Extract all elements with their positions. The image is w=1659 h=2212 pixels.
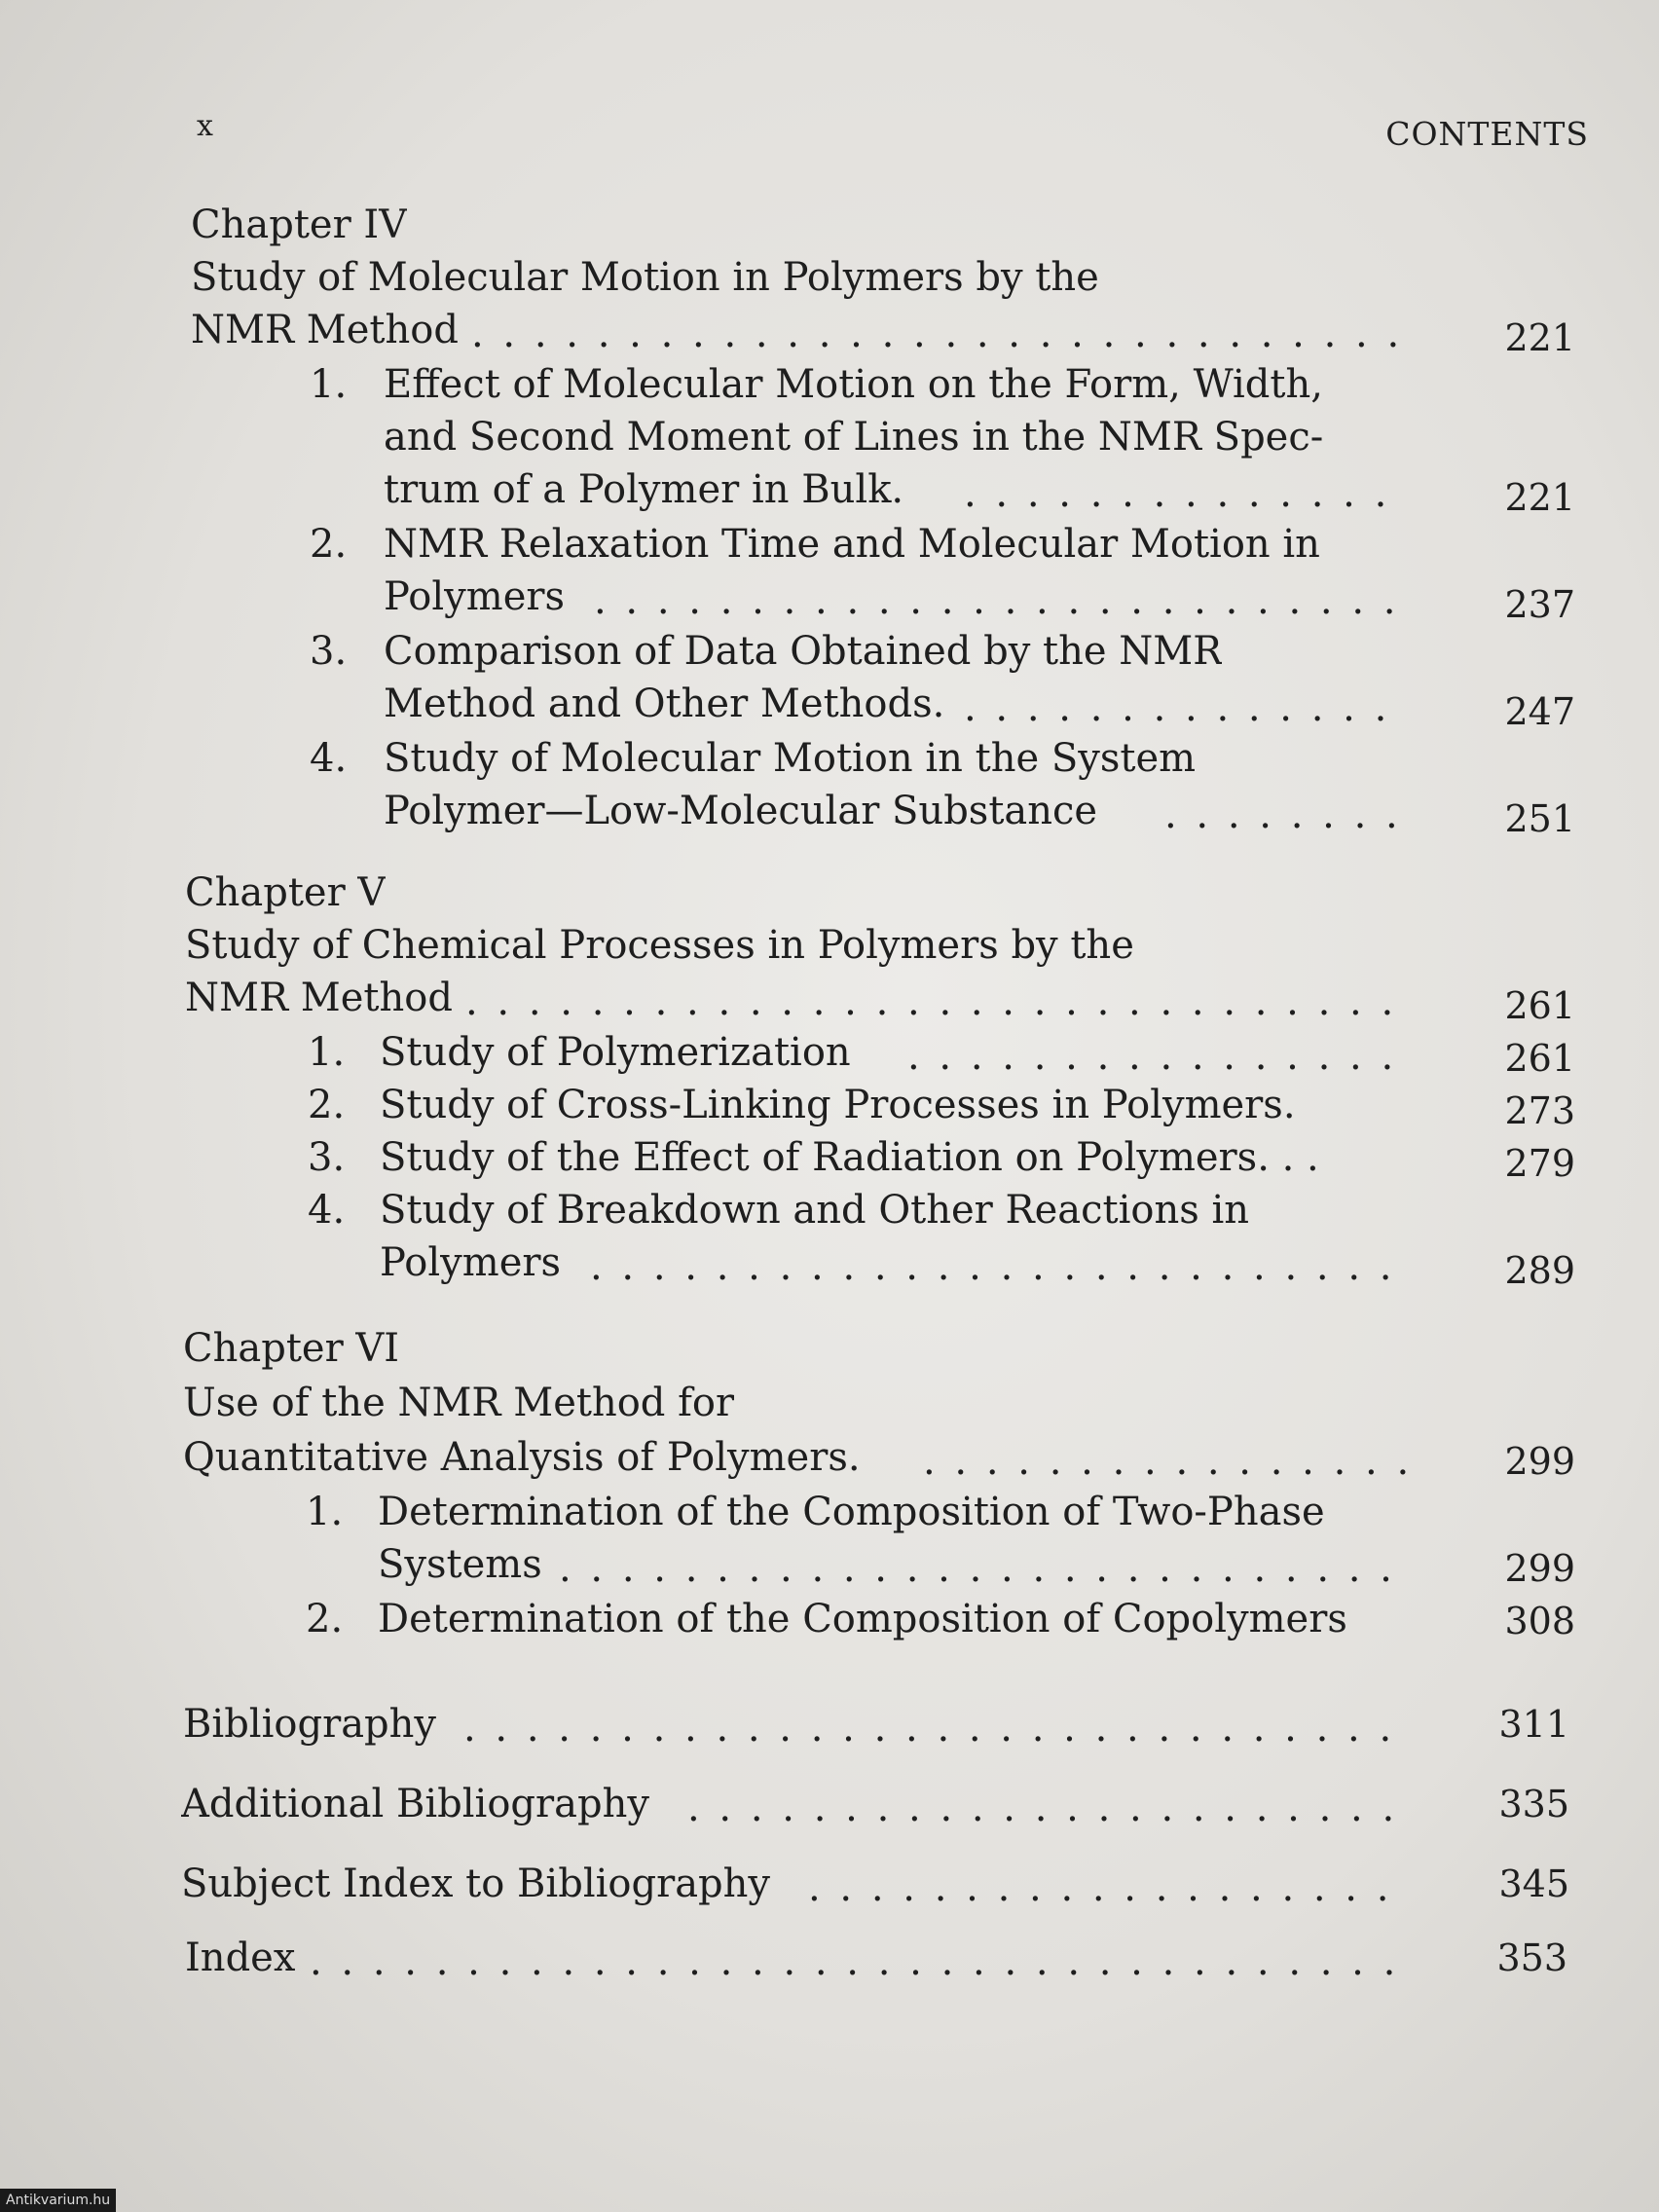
dot-leader (923, 1437, 1406, 1486)
chapter-title-line: NMR Method (185, 976, 453, 1020)
section-title-line: Comparison of Data Obtained by the NMR (384, 629, 1223, 674)
dot-leader (964, 683, 1406, 732)
toc-page-number: 237 (1504, 583, 1575, 626)
toc-page-number: 299 (1504, 1547, 1575, 1590)
toc-page-number: 261 (1504, 984, 1575, 1027)
section-title-line: Determination of the Composition of Copolymers (378, 1597, 1347, 1641)
dot-leader (594, 576, 1406, 625)
section-number: 4. (310, 736, 348, 781)
dot-leader (310, 1937, 1406, 1986)
toc-page-number: 221 (1504, 476, 1575, 519)
section-title-line: Systems (378, 1542, 542, 1587)
section-title-line: Polymer—Low-Molecular Substance (384, 789, 1098, 833)
chapter-title-line: Study of Molecular Motion in Polymers by the (191, 255, 1099, 300)
section-title-line: Study of Breakdown and Other Reactions in (380, 1188, 1250, 1233)
dot-leader (465, 977, 1406, 1026)
toc-page-number: 335 (1498, 1783, 1569, 1825)
section-number: 3. (310, 629, 348, 674)
section-title-line: Study of Molecular Motion in the System (384, 736, 1197, 781)
dot-leader (1164, 791, 1406, 839)
section-number: 2. (310, 522, 348, 567)
toc-page-number: 353 (1496, 1936, 1567, 1979)
section-number: 2. (308, 1083, 346, 1127)
chapter-title-line: Study of Chemical Processes in Polymers by the (185, 923, 1134, 968)
section-number: 2. (306, 1597, 344, 1641)
section-title-line: NMR Relaxation Time and Molecular Motion in (384, 522, 1320, 567)
section-number: 3. (308, 1135, 346, 1180)
dot-leader (687, 1784, 1406, 1832)
chapter-heading: Chapter VI (183, 1326, 400, 1371)
dot-leader (559, 1544, 1406, 1593)
dot-leader (463, 1704, 1406, 1752)
dot-leader (907, 1032, 1406, 1081)
dot-leader (590, 1242, 1406, 1291)
toc-entry-title: Bibliography (183, 1702, 436, 1747)
section-title-line: Polymers (384, 574, 566, 619)
chapter-title-line: NMR Method (191, 308, 459, 352)
section-number: 1. (308, 1030, 346, 1075)
chapter-title-line: Use of the NMR Method for (183, 1381, 735, 1425)
toc-page-number: 345 (1498, 1862, 1569, 1905)
toc-page-number: 311 (1498, 1703, 1569, 1746)
toc-page-number: 289 (1504, 1249, 1575, 1292)
toc-page-number: 221 (1504, 316, 1575, 359)
section-title-line: Study of the Effect of Radiation on Polymers. . . (380, 1135, 1319, 1180)
toc-page-number: 251 (1504, 797, 1575, 840)
page-number: x (197, 109, 213, 143)
toc-page-number: 273 (1504, 1089, 1575, 1132)
dot-leader (964, 469, 1406, 518)
section-number: 1. (310, 362, 348, 407)
toc-entry-title: Subject Index to Bibliography (181, 1862, 771, 1906)
section-number: 1. (306, 1490, 344, 1534)
toc-entry-title: Additional Bibliography (181, 1782, 649, 1826)
chapter-heading: Chapter IV (191, 203, 408, 247)
section-title-line: Effect of Molecular Motion on the Form, Width, (384, 362, 1323, 407)
toc-page-number: 279 (1504, 1142, 1575, 1185)
watermark: Antikvarium.hu (0, 2189, 116, 2212)
running-head: CONTENTS (1385, 115, 1589, 153)
section-title-line: Study of Polymerization (380, 1030, 851, 1075)
section-title-line: Method and Other Methods. (384, 682, 945, 726)
chapter-heading: Chapter V (185, 870, 387, 915)
section-title-line: Determination of the Composition of Two-Phase (378, 1490, 1325, 1534)
toc-page-number: 299 (1504, 1440, 1575, 1483)
section-title-line: Study of Cross-Linking Processes in Polymers. (380, 1083, 1296, 1127)
toc-page-number: 308 (1504, 1600, 1575, 1642)
dot-leader (471, 310, 1406, 358)
section-title-line: and Second Moment of Lines in the NMR Spec- (384, 415, 1324, 460)
toc-entry-title: Index (185, 1936, 296, 1980)
toc-page-number: 247 (1504, 690, 1575, 733)
section-number: 4. (308, 1188, 346, 1233)
chapter-title-line: Quantitative Analysis of Polymers. (183, 1435, 861, 1480)
section-title-line: Polymers (380, 1240, 562, 1285)
toc-page-number: 261 (1504, 1037, 1575, 1080)
dot-leader (808, 1863, 1406, 1912)
section-title-line: trum of a Polymer in Bulk. (384, 467, 904, 512)
